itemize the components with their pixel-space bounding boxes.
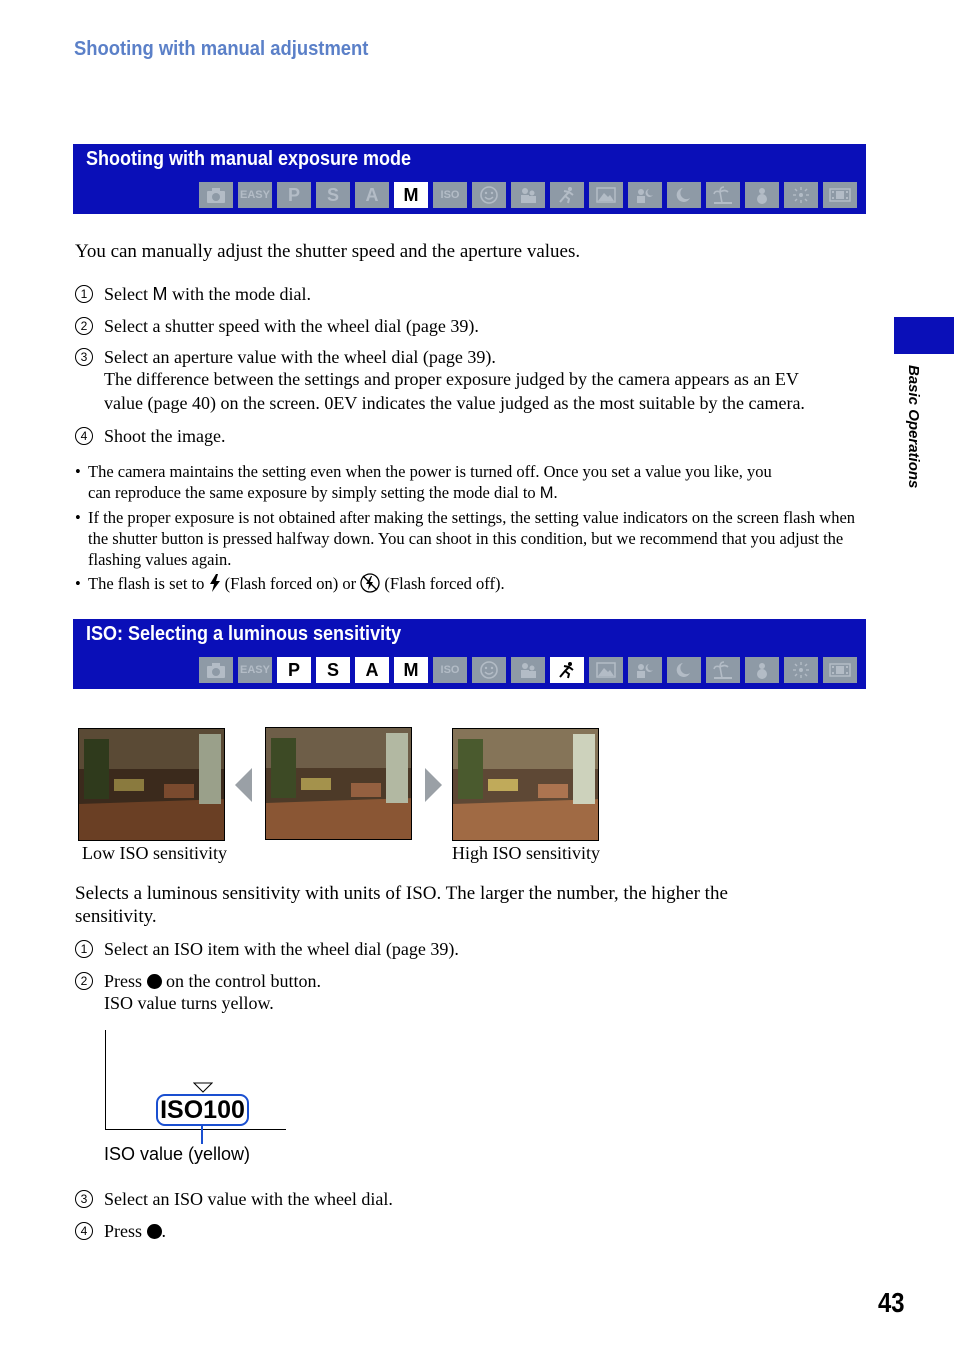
smile-icon: [472, 182, 506, 208]
mode-m: M: [394, 182, 428, 208]
step-text: Select a shutter speed with the wheel dial (page 39).: [104, 316, 479, 336]
sports-icon: [550, 182, 584, 208]
step-text: Press: [104, 971, 147, 991]
low-iso-photo: [78, 728, 225, 841]
chapter-label-text: Basic Operations: [905, 365, 922, 489]
high-iso-caption: High ISO sensitivity: [452, 843, 601, 863]
mode-s: S: [316, 657, 350, 683]
movie-icon: [823, 657, 857, 683]
twilight-portrait-icon: [628, 657, 662, 683]
beach-icon: [706, 182, 740, 208]
step-text: Shoot the image.: [104, 426, 226, 446]
section-title: Shooting with manual exposure mode: [86, 148, 412, 170]
step-number: 3: [75, 348, 93, 366]
section-iso-band: [73, 619, 866, 689]
mode-iso: ISO: [433, 657, 467, 683]
step-text: .: [161, 1221, 167, 1241]
note-text: .: [553, 483, 558, 502]
flash-forced-on-icon: [209, 574, 221, 592]
section-title: ISO: Selecting a luminous sensitivity: [86, 623, 402, 645]
iso-intro-line2: sensitivity.: [75, 906, 157, 927]
flash-forced-off-icon: [360, 573, 380, 593]
mode-p: P: [277, 182, 311, 208]
step-number: 2: [75, 317, 93, 335]
step-number: 3: [75, 1190, 93, 1208]
smile-icon: [472, 657, 506, 683]
left-arrow-icon: [235, 768, 253, 802]
step-detail: value (page 40) on the screen. 0EV indicates the value judged as the most suitable by the camera.: [104, 393, 805, 413]
mode-p: P: [277, 657, 311, 683]
iso-value-display: ISO100: [156, 1094, 249, 1126]
mode-m-symbol: M: [539, 484, 554, 502]
mid-iso-photo: [265, 727, 412, 840]
page-header: Shooting with manual adjustment: [74, 38, 369, 60]
mode-a: A: [355, 657, 389, 683]
step-number: 1: [75, 940, 93, 958]
movie-icon: [823, 182, 857, 208]
mode-iso: ISO: [433, 182, 467, 208]
twilight-icon: [667, 657, 701, 683]
center-button-icon: [147, 1224, 162, 1239]
note-text: can reproduce the same exposure by simply setting the mode dial to: [88, 483, 540, 502]
camera-icon: [199, 657, 233, 683]
step-number: 1: [75, 285, 93, 303]
step-number: 4: [75, 427, 93, 445]
snow-icon: [745, 182, 779, 208]
step-text: Select: [104, 284, 153, 304]
beach-icon: [706, 657, 740, 683]
twilight-icon: [667, 182, 701, 208]
mode-icon-row: [199, 657, 857, 683]
step-text: on the control button.: [161, 971, 321, 991]
screen-bottom-line: [105, 1129, 286, 1130]
iso-value-caption: ISO value (yellow): [104, 1144, 251, 1164]
fireworks-icon: [784, 182, 818, 208]
step-text: Press: [104, 1221, 147, 1241]
step-text: with the mode dial.: [167, 284, 311, 304]
step-text: Select an ISO item with the wheel dial (page 39).: [104, 939, 459, 959]
high-iso-photo: [452, 728, 599, 841]
note-text: The flash is set to: [88, 574, 209, 593]
section-manual-exposure-band: [73, 144, 866, 214]
page-number: 43: [878, 1287, 905, 1318]
step-number: 4: [75, 1222, 93, 1240]
right-arrow-icon: [424, 768, 442, 802]
step-number: 2: [75, 972, 93, 990]
mode-m: M: [394, 657, 428, 683]
landscape-icon: [589, 182, 623, 208]
mode-s: S: [316, 182, 350, 208]
step-detail: The difference between the settings and proper exposure judged by the camera appears as an EV: [104, 369, 799, 389]
step-text: Select an aperture value with the wheel dial (page 39).: [104, 347, 496, 367]
twilight-portrait-icon: [628, 182, 662, 208]
intro-text: You can manually adjust the shutter speed and the aperture values.: [75, 241, 581, 262]
mode-easy: EASY: [238, 182, 272, 208]
step-text: Select an ISO value with the wheel dial.: [104, 1189, 393, 1209]
chapter-tab: [894, 317, 954, 354]
pointer-triangle-icon: [193, 1082, 213, 1093]
low-iso-caption: Low ISO sensitivity: [82, 843, 228, 863]
sports-icon: [550, 657, 584, 683]
note-text: The camera maintains the setting even when the power is turned off. Once you set a value you like, you: [88, 462, 772, 481]
note-text: (Flash forced off).: [380, 574, 505, 593]
snow-icon: [745, 657, 779, 683]
center-button-icon: [147, 974, 162, 989]
iso-intro-line1: Selects a luminous sensitivity with units of ISO. The larger the number, the higher the: [75, 883, 728, 904]
camera-icon: [199, 182, 233, 208]
chapter-label: [902, 365, 922, 505]
landscape-icon: [589, 657, 623, 683]
portrait-icon: [511, 657, 545, 683]
step-detail: ISO value turns yellow.: [104, 993, 274, 1013]
fireworks-icon: [784, 657, 818, 683]
mode-m-symbol: M: [152, 284, 168, 304]
note-text: If the proper exposure is not obtained after making the settings, the setting value indicators on the screen flash when the shutter button is pressed halfway down. You can shoot in this condition, but we recommend that you adjust the flashing values again.: [88, 508, 856, 569]
note-text: (Flash forced on) or: [220, 574, 361, 593]
mode-icon-row: [199, 182, 857, 208]
mode-easy: EASY: [238, 657, 272, 683]
callout-line: [201, 1126, 203, 1144]
screen-edge-line: [105, 1030, 106, 1130]
mode-a: A: [355, 182, 389, 208]
portrait-icon: [511, 182, 545, 208]
